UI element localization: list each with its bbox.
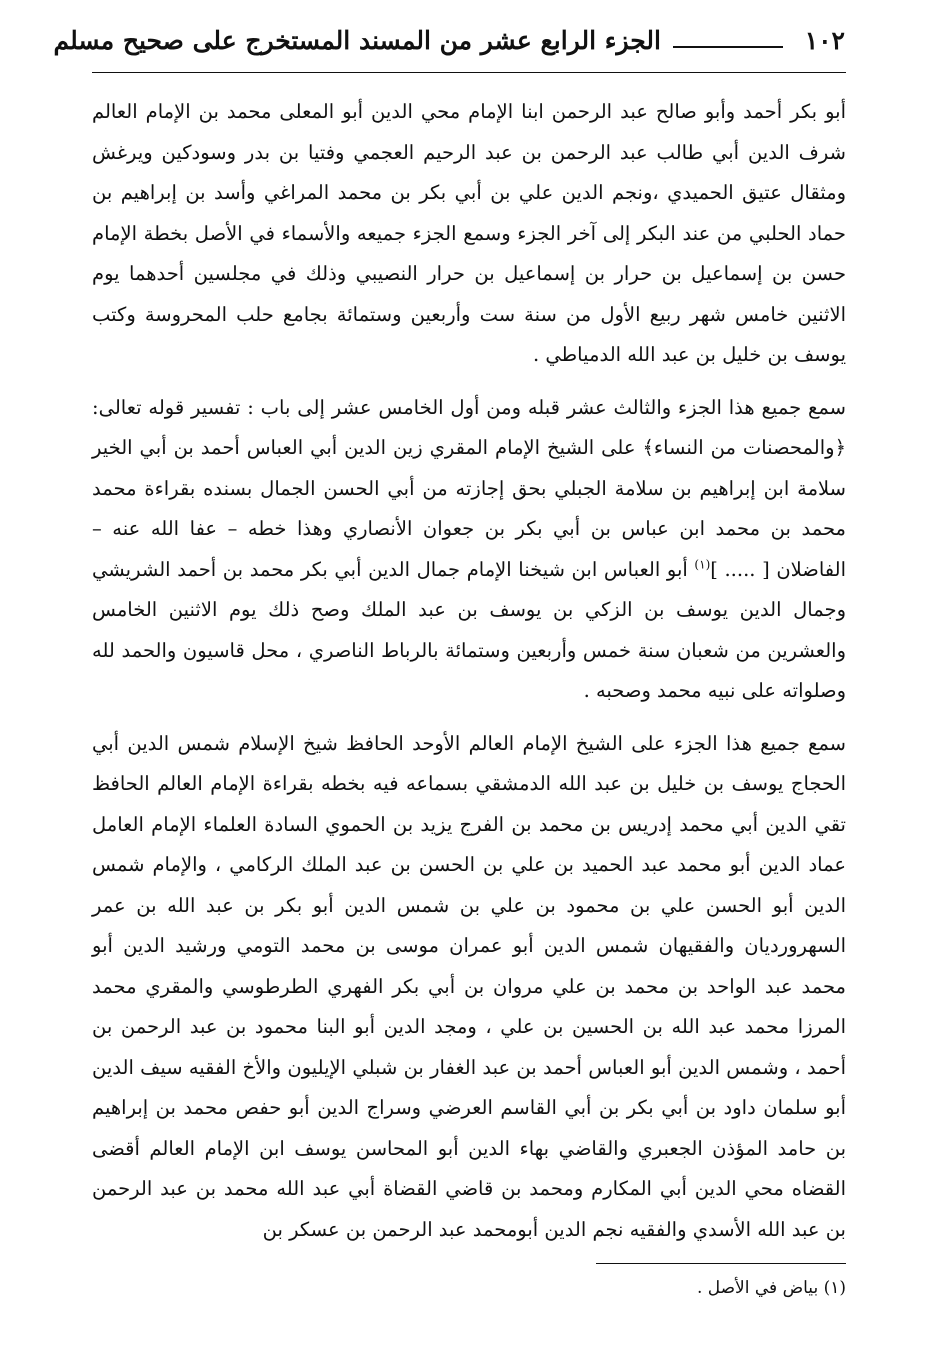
- paragraph-3: سمع جميع هذا الجزء على الشيخ الإمام العالم الأوحد الحافظ شيخ الإسلام شمس الدين أبي الحجاج يوسف بن خليل بن عبد الله الدمشقي بسماعه فيه بخطه بقراءة الإمام العالم الحافظ تقي الدين أبي محمد إدريس بن محمد بن الفرج يزيد بن الحموي السادة العلماء الإمام العامل عماد الدين أبو محمد عبد الحميد بن علي بن الحسن بن عبد الملك الركامي ، والإمام شمس الدين أبو الحسن علي بن محمود بن علي بن شمس الدين أبو بكر بن عبد الله بن عمر السهروردیان والفقيهان شمس الدين أبو عمران موسى بن محمد التومي ورشيد الدين أبو محمد عبد الواحد بن محمد بن علي مروان بن أبي بكر الفهري الطرطوسي والمقري محمد المرزا محمد عبد الله بن الحسين بن علي ، ومجد الدين أبو البنا محمود بن عبد الرحمن بن أحمد ، وشمس الدين أبو العباس أحمد بن عبد الغفار بن شبلي الإيليون والأخ الفقيه سيف الدين أبو سلمان داود بن أبي بكر بن أبي القاسم العرضي وسراج الدين أبو حفص محمد بن إبراهيم بن حامد المؤذن الجعبري والقاضي بهاء الدين أبو المحاسن يوسف ابن الإمام العالم أقضى القضاه محي الدين أبي المكارم ومحمد بن قاضي القضاة أبي عبد الله محمد بن عبد الرحمن بن عبد الله الأسدي والفقيه نجم الدين أبومحمد عبد الرحمن بن عسكر بن: [92, 731, 846, 1241]
- header-divider: [92, 72, 846, 73]
- running-title: الجزء الرابع عشر من المسند المستخرج على صحيح مسلم: [53, 26, 661, 55]
- main-text: [92, 92, 846, 1250]
- footnote-divider: [596, 1263, 846, 1264]
- paragraph-2-part-2: أبو العباس ابن شيخنا الإمام جمال الدين أبي بكر محمد بن أحمد الشريشي وجمال الدين يوسف بن الزكي بن يوسف بن عبد الملك وصح ذلك يوم الاثنين الخامس والعشرين من شعبان سنة خمس وأربعين وستمائة بالرباط الناصري ، محل قاسيون والحمد لله وصلواته على نبيه محمد وصحبه .: [92, 557, 846, 702]
- paragraph-2: [92, 388, 846, 712]
- paragraph-1: أبو بكر أحمد وأبو صالح عبد الرحمن ابنا الإمام محي الدين أبو المعلى محمد بن الإمام العالم شرف الدين أبي طالب عبد الرحمن بن عبد الرحيم العجمي وفتيا بن بدر وسودكين ويرغش ومثقال عتيق الحميدي ،ونجم الدين علي بن أبي بكر بن محمد المراغي وأسد بن إبراهيم بن حماد الحلبي من عند البكر إلى آخر الجزء وسمع الجزء جميعه والأسماء في الأصل بخطة الإمام حسن بن إسماعيل بن حرار بن إسماعيل بن حرار النصيبي وذلك في مجلسين أحدهما يوم الاثنين خامس شهر ربيع الأول من سنة ست وأربعين وستمائة بجامع حلب المحروسة وكتب يوسف بن خليل بن عبد الله الدمياطي .: [92, 100, 846, 366]
- page-number: ١٠٢: [804, 26, 845, 55]
- footnote: (١) بياض في الأصل .: [696, 1278, 846, 1298]
- header-dash-rule: [673, 46, 783, 48]
- paragraph-2-part-1: سمع جميع هذا الجزء والثالث عشر قبله ومن أول الخامس عشر إلى باب : تفسير قوله تعالى: ﴿والمحصنات من النساء﴾ على الشيخ الإمام المقري زين الدين أبي العباس أحمد بن أبي الخير سلامة ابن إبراهيم بن سلامة الجبلي بحق إجازته من أبي الحسن الجمال بسنده بقراءة محمد محمد بن محمد ابن عباس بن أبي بكر بن جعوان الأنصاري وهذا خطه – عفا الله عنه – الفاضلان [ ..... ]: [92, 395, 846, 581]
- footnote-marker[interactable]: (١): [694, 557, 711, 571]
- page-header: [53, 22, 845, 72]
